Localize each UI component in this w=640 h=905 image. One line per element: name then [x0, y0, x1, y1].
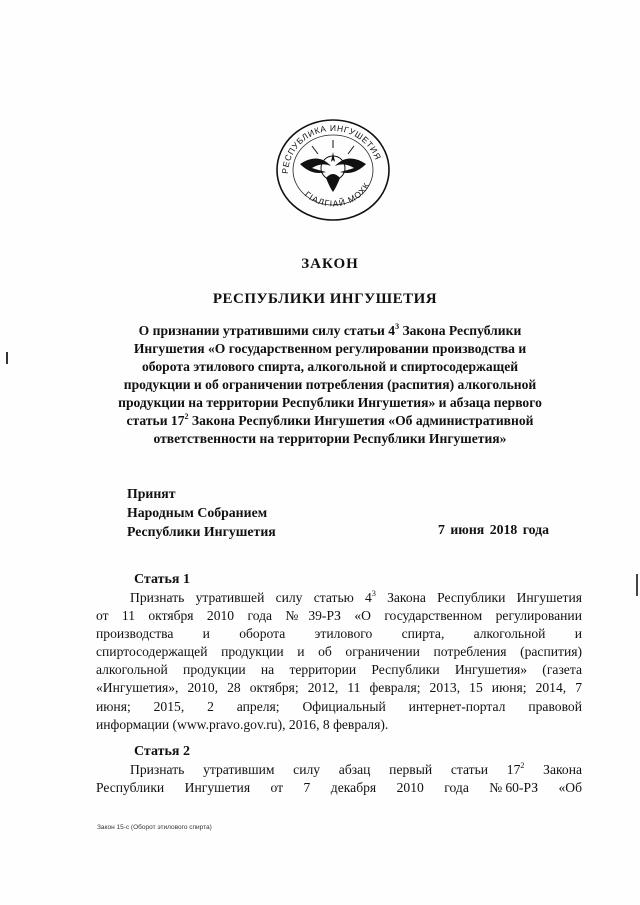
law-subject: [96, 322, 564, 448]
footer-note: Закон 15-с (Оборот этилового спирта): [97, 824, 212, 831]
scan-margin-mark: [6, 352, 8, 364]
article-2-heading: Статья 2: [134, 744, 190, 759]
document-type-title: ЗАКОН: [301, 256, 359, 272]
adoption-line: Принят: [127, 486, 176, 501]
text-line: июня; 2015, 2 апреля; Официальный интернет-портал правовой: [96, 698, 582, 714]
text-line: от 11 октября 2010 года №39-РЗ «О государственном регулировании: [96, 608, 582, 624]
adoption-line: Республики Ингушетия: [127, 524, 276, 539]
text-line: «Ингушетия», 2010, 28 октября; 2012, 11 февраля; 2013, 15 июня; 2014, 7: [96, 680, 582, 696]
text-line: Республики Ингушетия от 7 декабря 2010 года №60-РЗ «Об: [96, 780, 582, 796]
text-line: информации (www.pravo.gov.ru), 2016, 8 февраля).: [96, 716, 389, 732]
adoption-block: [127, 484, 276, 541]
subject-line: продукции и об ограничении потребления (распития) алкогольной: [123, 377, 537, 392]
subject-line: Ингушетия «О государственном регулировании производства и: [133, 341, 527, 356]
article-2-text: [96, 761, 582, 797]
scan-margin-mark: [636, 574, 638, 596]
text-line: производства и оборота этилового спирта, алкогольной и: [96, 626, 582, 642]
subject-line: О признании утратившими силу статьи $4^3$ Закона Республики: [138, 322, 522, 338]
text-line: Признать утратившей силу статью $4^3$ Закона Республики Ингушетия: [130, 589, 583, 605]
subject-line: статьи $17^2$ Закона Республики Ингушетия «Об административной: [126, 412, 534, 428]
adoption-date: 7 июня 2018 года: [438, 522, 550, 537]
article-1-heading: Статья 1: [134, 572, 190, 587]
emblem-bottom-text: ГIАЛГIАЙ МОХК: [302, 180, 372, 209]
text-line: спиртосодержащей продукции и об ограничении потребления (распития): [96, 644, 582, 660]
text-line: Признать утратившим силу абзац первый статьи $17^2$ Закона: [130, 761, 583, 777]
republic-title: РЕСПУБЛИКИ ИНГУШЕТИЯ: [212, 291, 438, 307]
text-line: алкогольной продукции на территории Республики Ингушетия» (газета: [96, 662, 582, 678]
article-1-text: [96, 589, 582, 734]
subject-line: оборота этилового спирта, алкогольной и спиртосодержащей: [141, 359, 519, 374]
adoption-line: Народным Собранием: [127, 505, 268, 520]
svg-text:ГIАЛГIАЙ МОХК: [303, 180, 372, 208]
emblem-top-text: РЕСПУБЛИКА ИНГУШЕТИЯ: [279, 122, 384, 175]
subject-line: продукции на территории Республики Ингушетия» и абзаца первого: [118, 395, 542, 410]
subject-line: ответственности на территории Республики Ингушетия»: [153, 431, 507, 446]
coat-of-arms-emblem: [274, 118, 392, 222]
